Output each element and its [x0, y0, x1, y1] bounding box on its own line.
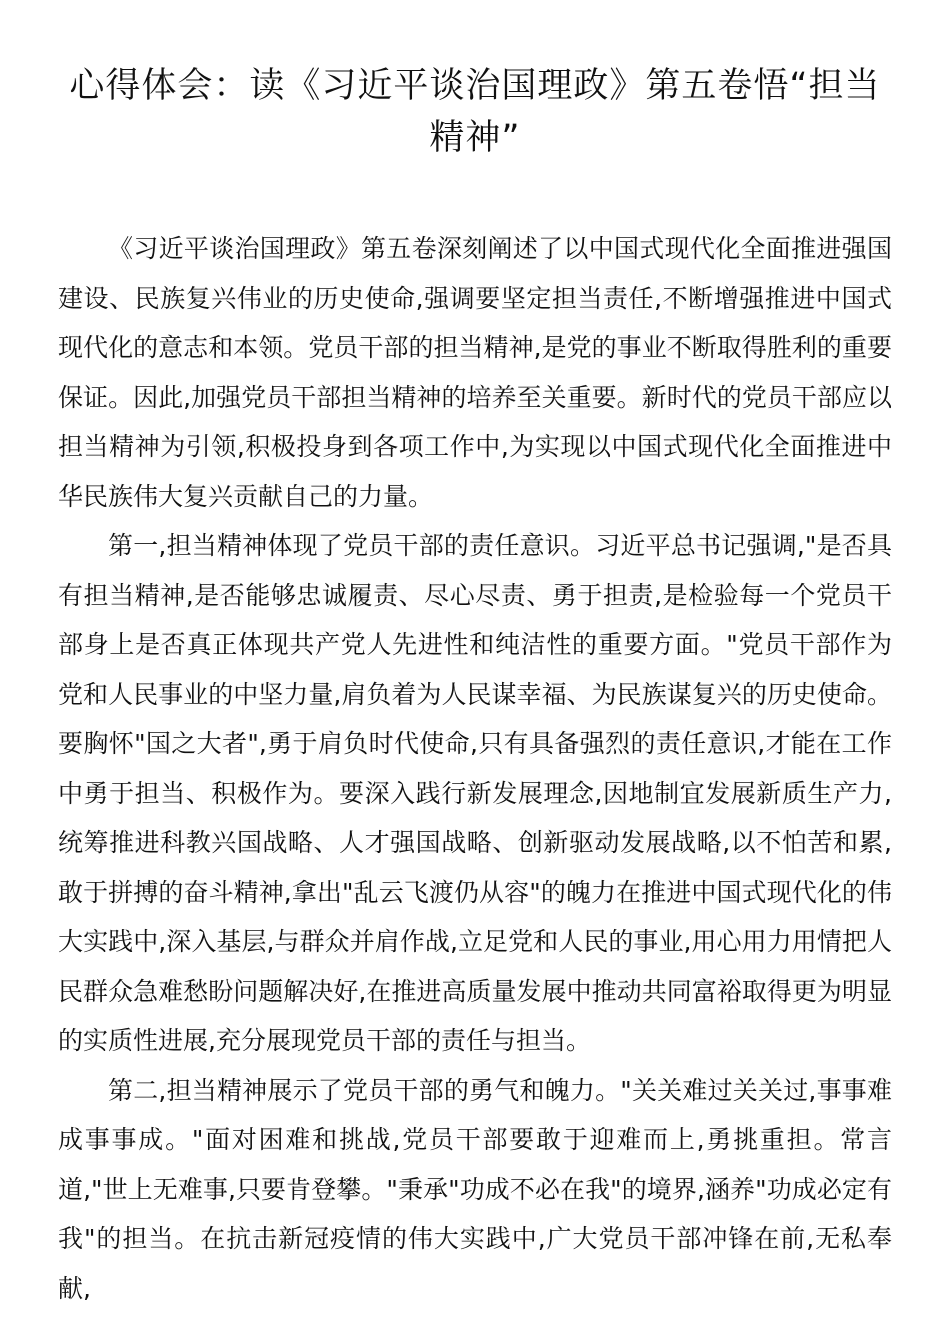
paragraph-second-point: 第二,担当精神展示了党员干部的勇气和魄力。"关关难过关关过,事事难成事事成。"面对困难和挑战,党员干部要敢于迎难而上,勇挑重担。常言道,"世上无难事,只要肯登攀。"秉承"功成不必在我"的境界,涵养"功成必定有我"的担当。在抗击新冠疫情的伟大实践中,广大党员干部冲锋在前,无私奉献,	[58, 1075, 892, 1303]
document-body	[58, 224, 892, 1313]
paragraph-intro: 《习近平谈治国理政》第五卷深刻阐述了以中国式现代化全面推进强国建设、民族复兴伟业的历史使命,强调要坚定担当责任,不断增强推进中国式现代化的意志和本领。党员干部的担当精神,是党的事业不断取得胜利的重要保证。因此,加强党员干部担当精神的培养至关重要。新时代的党员干部应以担当精神为引领,积极投身到各项工作中,为实现以中国式现代化全面推进中华民族伟大复兴贡献自己的力量。	[58, 234, 892, 511]
document-title: 心得体会：读《习近平谈治国理政》第五卷悟“担当精神”	[69, 66, 881, 158]
paragraph-first-point: 第一,担当精神体现了党员干部的责任意识。习近平总书记强调,"是否具有担当精神,是否能够忠诚履责、尽心尽责、勇于担责,是检验每一个党员干部身上是否真正体现共产党人先进性和纯洁性的重要方面。"党员干部作为党和人民事业的中坚力量,肩负着为人民谋幸福、为民族谋复兴的历史使命。要胸怀"国之大者",勇于肩负时代使命,只有具备强烈的责任意识,才能在工作中勇于担当、积极作为。要深入践行新发展理念,因地制宜发展新质生产力,统筹推进科教兴国战略、人才强国战略、创新驱动发展战略,以不怕苦和累,敢于拼搏的奋斗精神,拿出"乱云飞渡仍从容"的魄力在推进中国式现代化的伟大实践中,深入基层,与群众并肩作战,立足党和人民的事业,用心用力用情把人民群众急难愁盼问题解决好,在推进高质量发展中推动共同富裕取得更为明显的实质性进展,充分展现党员干部的责任与担当。	[58, 531, 892, 1055]
